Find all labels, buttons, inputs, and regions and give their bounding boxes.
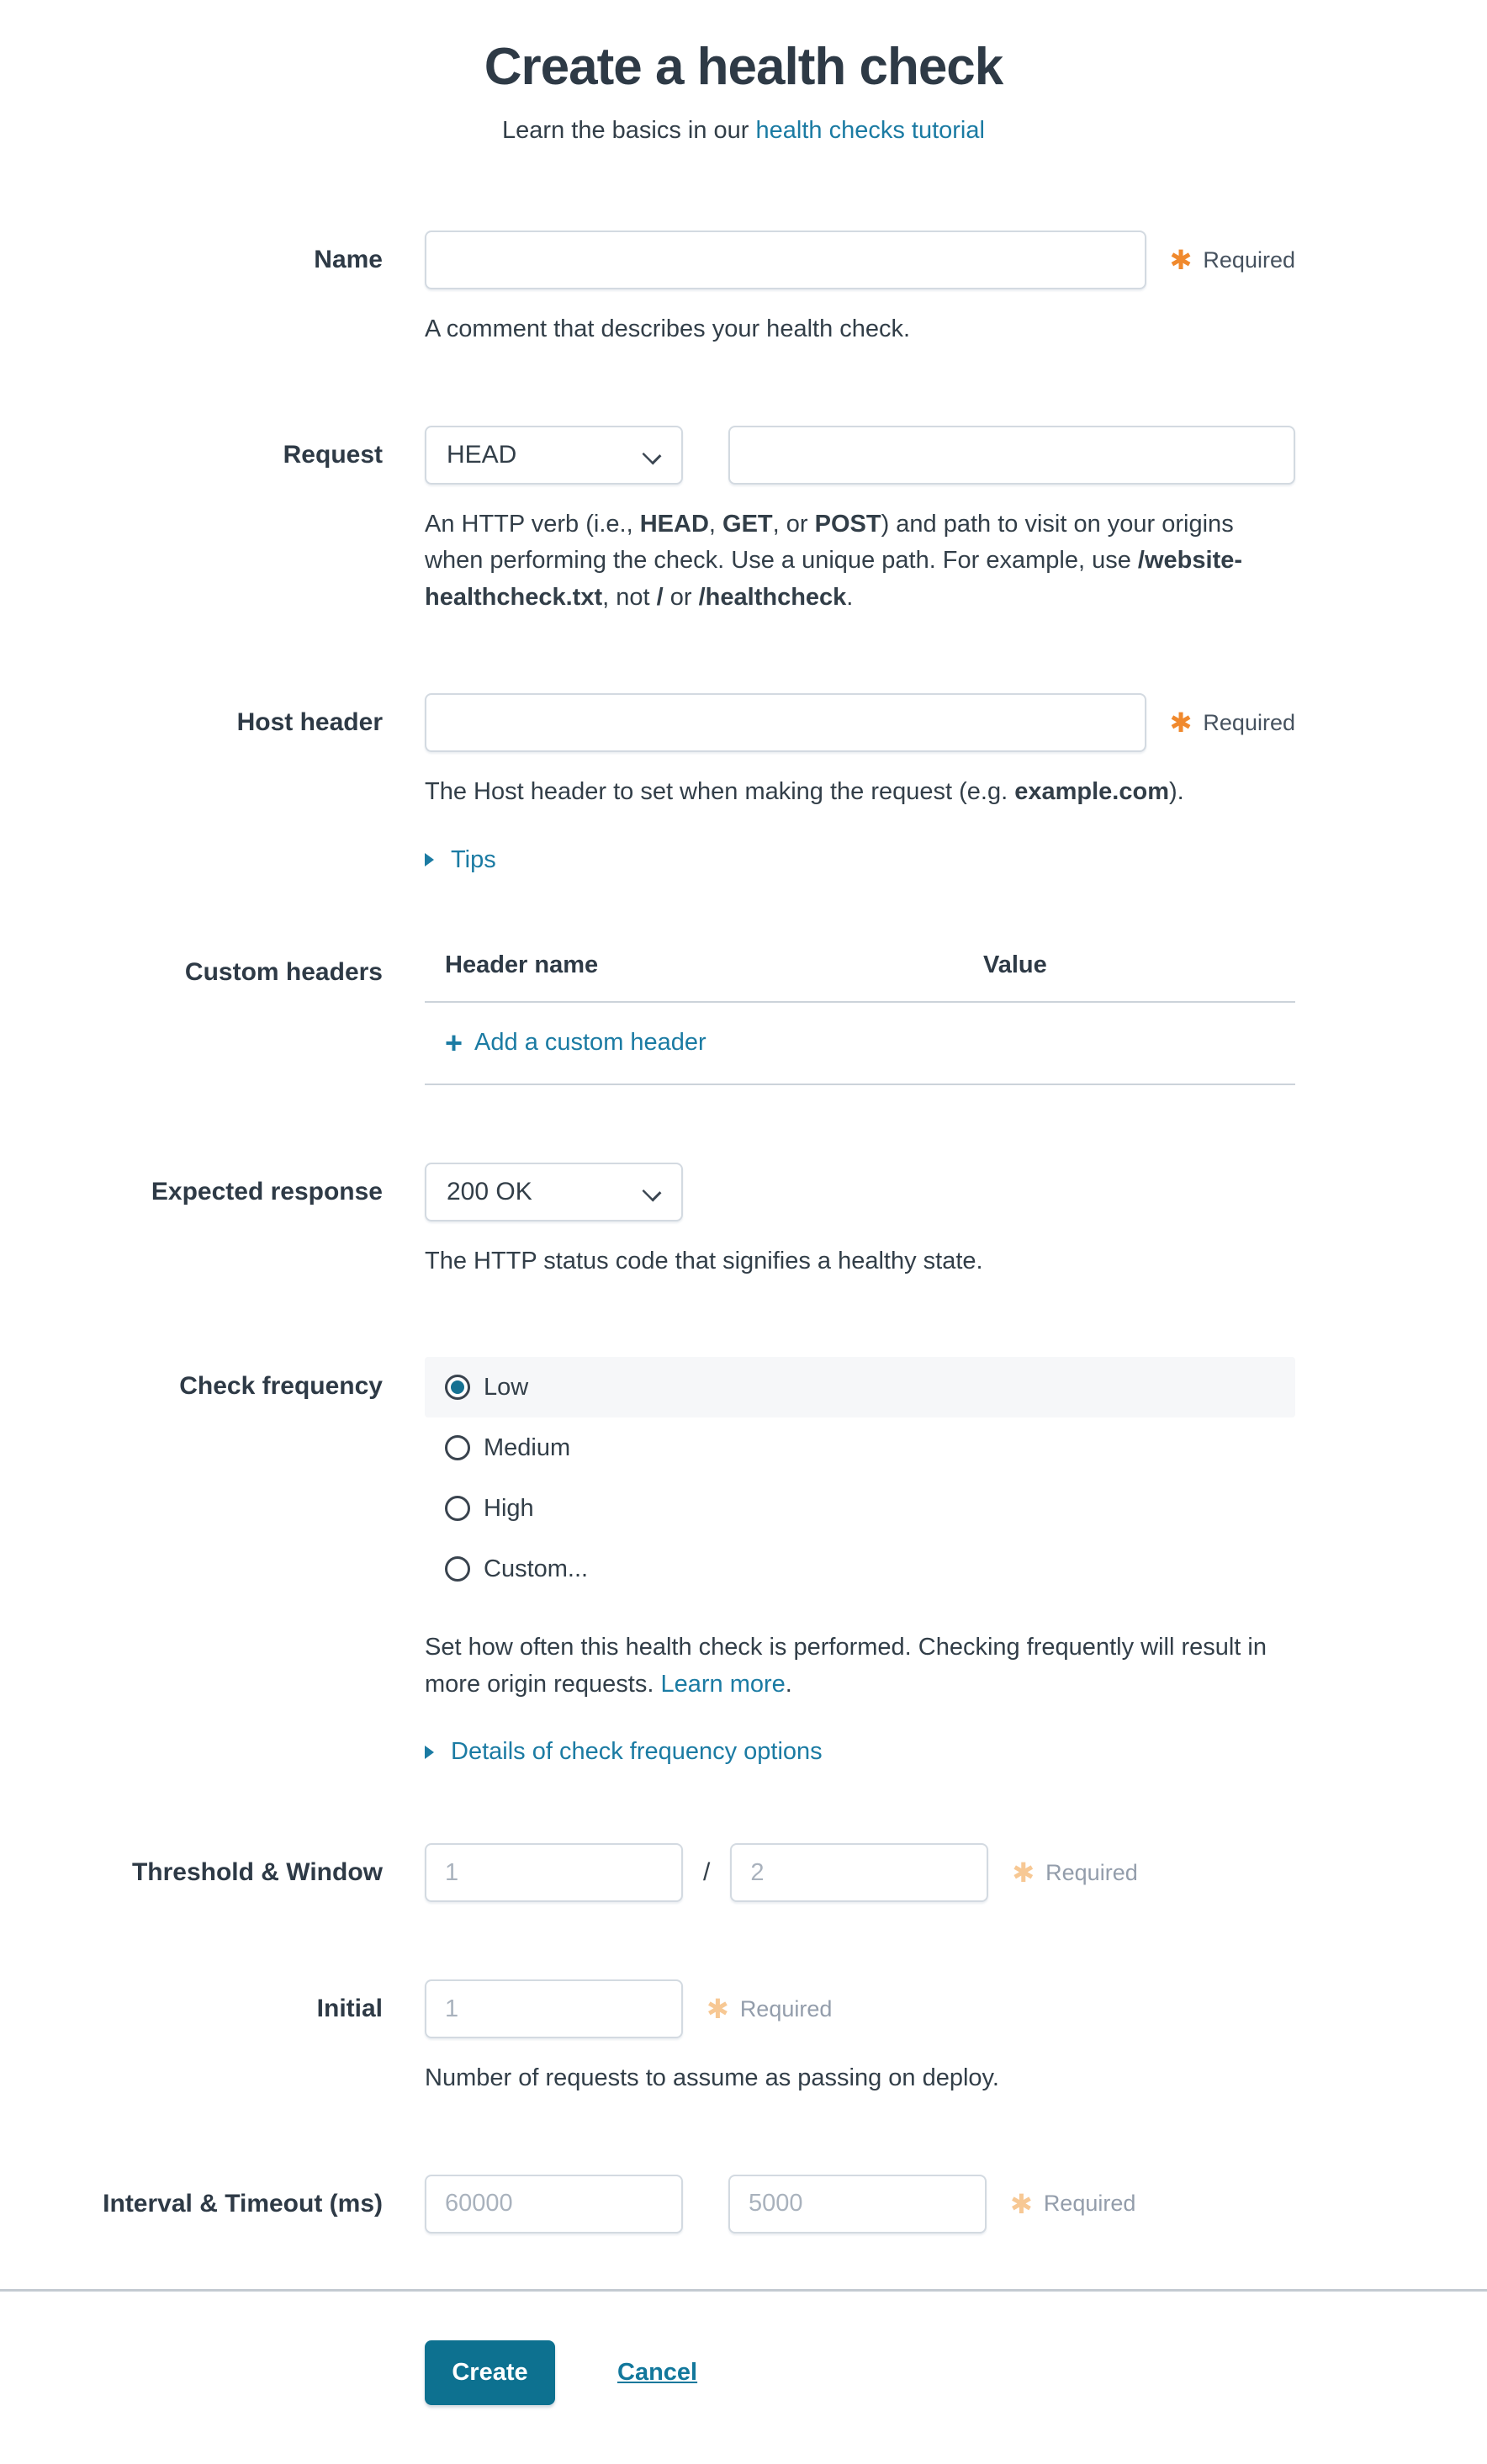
name-help-text: A comment that describes your health check.: [425, 315, 911, 342]
add-custom-header-link[interactable]: Add a custom header: [474, 1029, 706, 1056]
header-name-column: Header name: [445, 951, 599, 978]
required-label: Required: [739, 1995, 833, 2022]
request-label: Request: [283, 440, 383, 469]
host-header-required-marker: [1170, 709, 1295, 736]
frequency-option-label: Custom...: [484, 1555, 589, 1582]
frequency-option-high[interactable]: [425, 1478, 1295, 1539]
required-asterisk-icon: ✱: [1169, 707, 1193, 738]
name-label: Name: [314, 246, 383, 273]
request-section: [0, 426, 1487, 617]
radio-button-icon: [445, 1435, 470, 1460]
host-header-help-text: The Host header to set when making the request (e.g. example.com).: [425, 778, 1184, 805]
interval-required-marker: [1010, 2188, 1136, 2219]
learn-more-link[interactable]: Learn more: [660, 1670, 786, 1698]
custom-headers-label: Custom headers: [184, 957, 383, 986]
interval-input[interactable]: [425, 2175, 683, 2233]
frequency-option-low[interactable]: [425, 1357, 1295, 1417]
table-divider: [425, 1084, 1295, 1085]
host-header-label: Host header: [236, 708, 383, 736]
expected-response-value: 200 OK: [447, 1177, 532, 1206]
cancel-button[interactable]: Cancel: [617, 2358, 698, 2386]
frequency-option-label: Medium: [484, 1433, 571, 1461]
subtitle-text: Learn the basics in our: [502, 117, 756, 144]
custom-headers-section: [0, 951, 1487, 1085]
required-label: Required: [1043, 2191, 1136, 2216]
required-label: Required: [1203, 709, 1295, 735]
check-frequency-help-text: Set how often this health check is performed. Checking frequently will result in more origin requests. Learn more.: [425, 1634, 1267, 1698]
expected-response-label: Expected response: [151, 1177, 383, 1206]
disclosure-arrow-icon: [425, 1746, 434, 1759]
initial-required-marker: [706, 1995, 832, 2022]
radio-button-icon: [445, 1375, 470, 1400]
footer-actions: [0, 2292, 1487, 2464]
timeout-input[interactable]: [728, 2175, 987, 2233]
name-required-marker: [1170, 246, 1295, 273]
expected-response-select[interactable]: [425, 1163, 683, 1221]
required-label: Required: [1203, 246, 1295, 273]
threshold-window-label: Threshold & Window: [131, 1858, 383, 1886]
custom-headers-table: [425, 951, 1295, 1085]
threshold-window-section: [0, 1843, 1487, 1902]
tips-disclosure[interactable]: [425, 846, 496, 874]
request-help-text: An HTTP verb (i.e., HEAD, GET, or POST) and path to visit on your origins when performing the check. Use a unique path. For example, use /website-healthcheck.txt, not / or /healthcheck.: [425, 510, 1243, 611]
threshold-window-separator: /: [703, 1858, 711, 1886]
name-section: [0, 231, 1487, 348]
host-header-section: [0, 693, 1487, 874]
frequency-option-label: Low: [484, 1373, 529, 1401]
create-button[interactable]: Create: [425, 2340, 555, 2405]
initial-label: Initial: [316, 1995, 383, 2022]
initial-section: [0, 1979, 1487, 2097]
page-subtitle: [0, 117, 1487, 145]
add-custom-header-button[interactable]: [425, 1003, 1295, 1084]
chevron-down-icon: [643, 445, 662, 464]
name-input[interactable]: [425, 231, 1146, 289]
initial-help-text: Number of requests to assume as passing on deploy.: [425, 2064, 999, 2091]
disclosure-arrow-icon: [425, 853, 434, 866]
radio-button-icon: [445, 1496, 470, 1521]
expected-response-section: [0, 1163, 1487, 1280]
threshold-required-marker: [1012, 1859, 1137, 1886]
window-input[interactable]: [730, 1843, 988, 1902]
check-frequency-section: [0, 1357, 1487, 1766]
required-asterisk-icon: ✱: [1169, 245, 1193, 275]
expected-response-help-text: The HTTP status code that signifies a healthy state.: [425, 1247, 983, 1274]
request-path-input[interactable]: [728, 426, 1295, 485]
threshold-input[interactable]: [425, 1843, 683, 1902]
frequency-details-link: Details of check frequency options: [451, 1738, 823, 1765]
request-method-select[interactable]: [425, 426, 683, 485]
required-asterisk-icon: ✱: [1012, 1857, 1035, 1888]
chevron-down-icon: [643, 1182, 662, 1201]
host-header-input[interactable]: [425, 693, 1146, 752]
initial-input[interactable]: [425, 1979, 683, 2038]
check-frequency-label: Check frequency: [179, 1372, 383, 1400]
required-label: Required: [1045, 1859, 1138, 1885]
required-asterisk-icon: ✱: [1010, 2188, 1033, 2219]
custom-headers-table-header: [425, 951, 1295, 979]
tips-link: Tips: [451, 845, 496, 873]
check-frequency-radio-group: [425, 1357, 1295, 1599]
health-checks-tutorial-link[interactable]: health checks tutorial: [755, 117, 985, 144]
value-column: Value: [983, 951, 1047, 978]
frequency-details-disclosure[interactable]: [425, 1738, 823, 1766]
frequency-option-medium[interactable]: [425, 1417, 1295, 1478]
required-asterisk-icon: ✱: [706, 1994, 729, 2024]
request-method-value: HEAD: [447, 440, 517, 469]
frequency-option-label: High: [484, 1494, 534, 1522]
interval-timeout-section: [0, 2175, 1487, 2233]
plus-icon: +: [445, 1025, 463, 1060]
interval-timeout-label: Interval & Timeout (ms): [103, 2189, 383, 2218]
radio-button-icon: [445, 1556, 470, 1582]
page-title: Create a health check: [484, 38, 1003, 96]
frequency-option-custom[interactable]: [425, 1539, 1295, 1599]
page-header: [0, 37, 1487, 145]
